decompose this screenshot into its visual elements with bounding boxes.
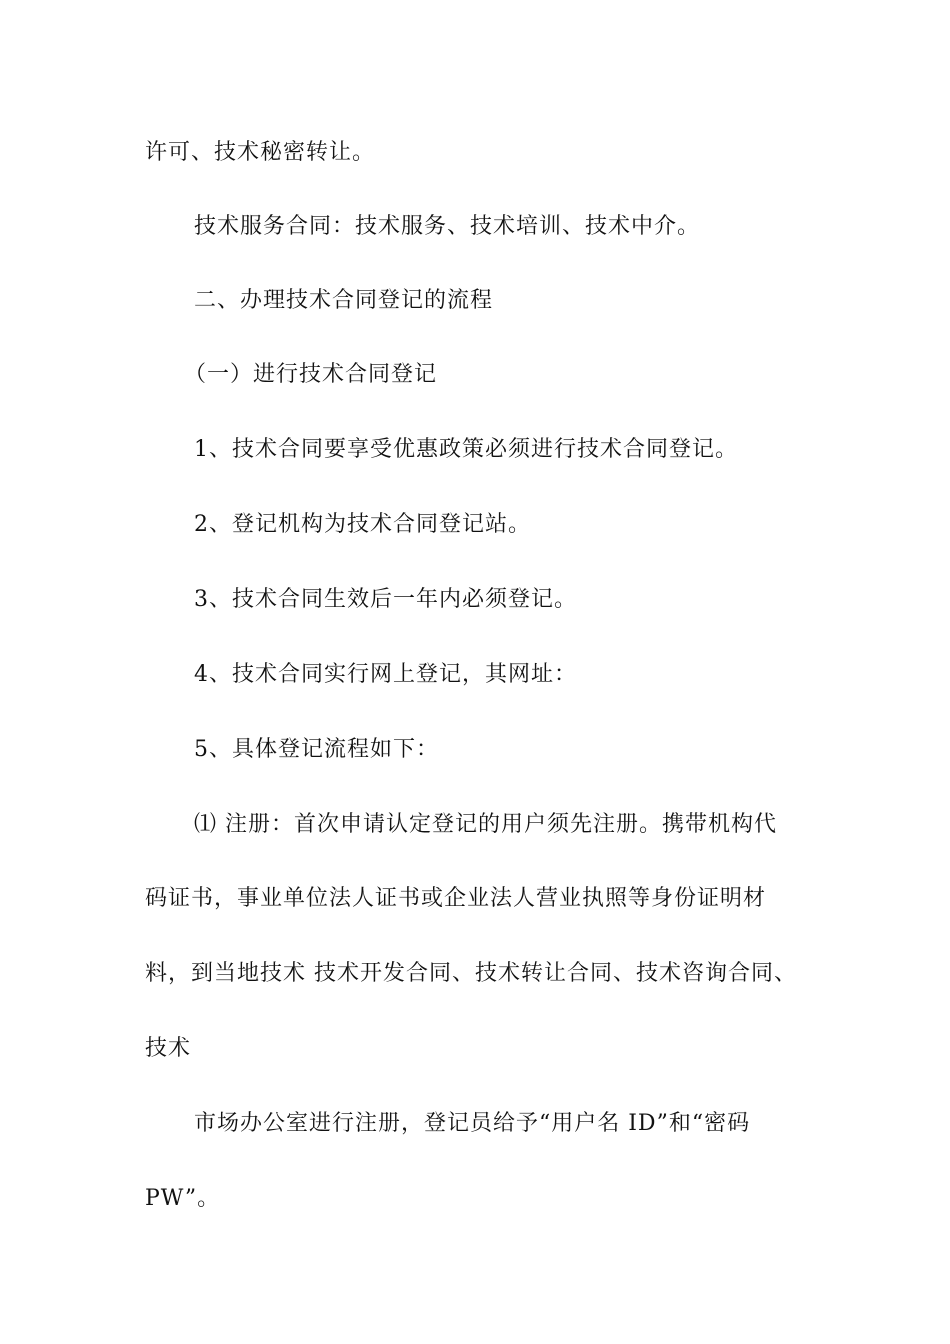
list-item-3: 3、技术合同生效后一年内必须登记。 bbox=[194, 587, 577, 612]
step-1-line-5: 市场办公室进行注册，登记员给予“用户名 ID”和“密码 bbox=[194, 1111, 751, 1136]
list-item-1: 1、技术合同要享受优惠政策必须进行技术合同登记。 bbox=[194, 437, 738, 462]
text-line-1: 许可、技术秘密转让。 bbox=[145, 140, 376, 165]
list-item-5: 5、具体登记流程如下： bbox=[194, 737, 439, 762]
step-1-line-1: ⑴ 注册：首次申请认定登记的用户须先注册。携带机构代 bbox=[194, 812, 777, 837]
step-1-line-6: PW”。 bbox=[145, 1186, 221, 1211]
text-line-2: 技术服务合同：技术服务、技术培训、技术中介。 bbox=[194, 214, 701, 239]
list-item-2: 2、登记机构为技术合同登记站。 bbox=[194, 512, 531, 537]
step-1-line-2: 码证书，事业单位法人证书或企业法人营业执照等身份证明材 bbox=[145, 886, 767, 911]
step-1-line-3: 料，到当地技术 技术开发合同、技术转让合同、技术咨询合同、 bbox=[145, 961, 797, 986]
subsection-heading: （一）进行技术合同登记 bbox=[184, 362, 438, 387]
step-1-line-4: 技术 bbox=[145, 1036, 192, 1061]
list-item-4: 4、技术合同实行网上登记，其网址： bbox=[194, 662, 577, 687]
section-heading: 二、办理技术合同登记的流程 bbox=[194, 288, 494, 313]
